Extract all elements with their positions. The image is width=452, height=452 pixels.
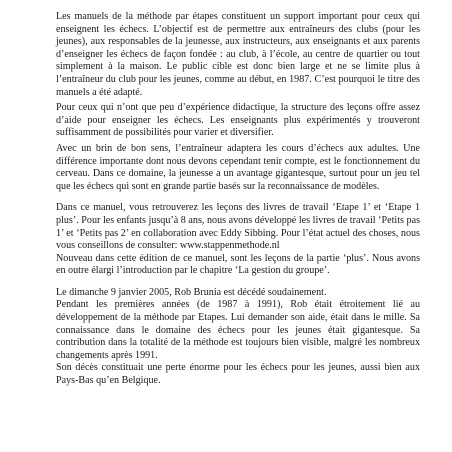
paragraph-workbooks: Dans ce manuel, vous retrouverez les leçons des livres de travail ‘Etape 1’ et ‘Etape 1 plus’. Pour les enfants jusqu’à 8 ans, nous avons développé les livres de travail ‘Petits pas 1’ et ‘Petits pas 2’ en collaboration avec Eddy Sibbing. Pour l’état actuel des choses, nous vous conseillons de consulter: www.stappenmethode.nl [56, 202, 420, 252]
paragraph-loss: Son décès constituait une perte énorme pour les échecs pour les jeunes, aussi bien aux Pays-Bas qu’en Belgique. [56, 362, 420, 387]
paragraph-adults: Avec un brin de bon sens, l’entraîneur adaptera les cours d’échecs aux adultes. Une différence importante dont nous devons cependant tenir compte, est le fonctionnement du cerveau. Dans ce domaine, la jeunesse a un avantage gigantesque, surtout pour un jeu tel que les échecs qui sont en grande partie basés sur la reconnaissance de modèles. [56, 142, 420, 192]
paragraph-new-edition: Nouveau dans cette édition de ce manuel, sont les leçons de la partie ‘plus’. Nous avons en outre élargi l’introduction par le chapitre ‘La gestion du groupe’. [56, 252, 420, 277]
paragraph-death-notice: Le dimanche 9 janvier 2005, Rob Brunia est décédé soudainement. [56, 286, 327, 298]
paragraph-structure: Pour ceux qui n’ont que peu d’expérience didactique, la structure des leçons offre assez d’aide pour enseigner les échecs. Les enseignants plus expérimentés y trouveront suffisamment de possibilités pour varier et diversifier. [56, 102, 420, 139]
paragraph-intro: Les manuels de la méthode par étapes constituent un support important pour ceux qui enseignent les échecs. L’objectif est de permettre aux entraîneurs des clubs (pour les jeunes), aux responsables de la jeunesse, aux instructeurs, aux enseignants et aux parents d’enseigner les échecs de façon fondée : au club, à l’école, au centre de quartier ou tout simplement à la maison. Le public cible est donc bien large et ne se limite plus à l’entraîneur du club pour les jeunes, comme au début, en 1987. C’est pourquoi le titre des manuels a été adapté. [56, 11, 420, 98]
paragraph-rob-brunia: Pendant les premières années (de 1987 à 1991), Rob était étroitement lié au développement de la méthode par Etapes. Lui demander son aide, était dans le mille. Sa connaissance dans le domaine des échecs pour les jeunes était gigantesque. Sa contribution dans la totalité de la méthode est toujours bien visible, malgré les nombreux changements après 1991. [56, 299, 420, 361]
